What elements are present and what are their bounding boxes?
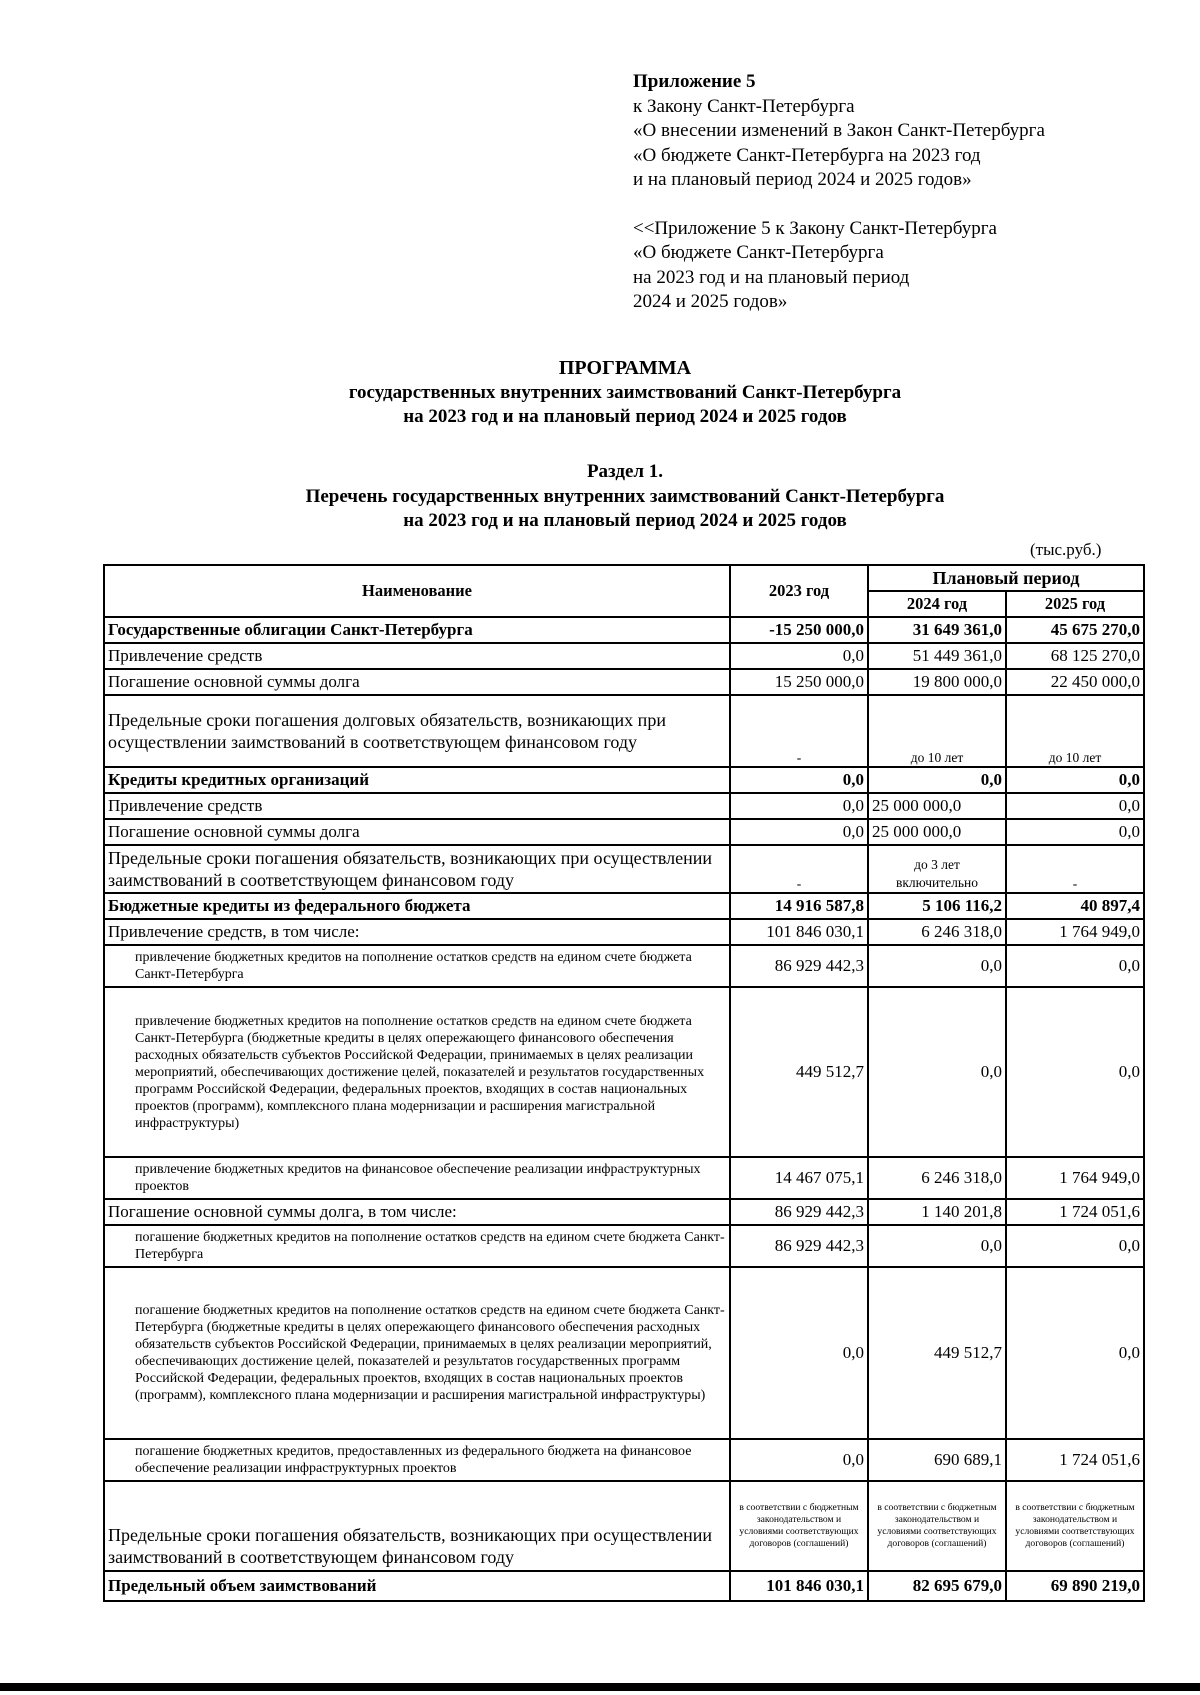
- table-row: [104, 1571, 1144, 1601]
- value-2025: до 10 лет: [1006, 695, 1144, 767]
- appendix-ref-line: на 2023 год и на плановый период: [633, 266, 910, 288]
- section-subtitle: Перечень государственных внутренних заимствований Санкт-Петербурга: [305, 485, 945, 507]
- value-2025: 0,0: [1006, 1267, 1144, 1439]
- table-row: [104, 1225, 1144, 1267]
- value-2023: 14 916 587,8: [730, 893, 868, 919]
- value-2023: 86 929 442,3: [730, 1199, 868, 1225]
- header-name: Наименование: [104, 565, 730, 617]
- row-name: Погашение основной суммы долга: [104, 819, 730, 845]
- row-name: Предельные сроки погашения долговых обязательств, возникающих при осуществлении заимствований в соответствующем финансовом году: [104, 695, 730, 767]
- header-planned: Плановый период: [868, 565, 1144, 591]
- value-2023: в соответствии с бюджетным законодательством и условиями соответствующих договоров (соглашений): [730, 1481, 868, 1571]
- value-2024: 1 140 201,8: [868, 1199, 1006, 1225]
- value-2025: 0,0: [1006, 819, 1144, 845]
- value-2025: 1 724 051,6: [1006, 1199, 1144, 1225]
- row-name: погашение бюджетных кредитов на пополнение остатков средств на едином счете бюджета Санкт-Петербурга (бюджетные кредиты в целях опережающего финансового обеспечения расходных обязательств субъектов Российской Федерации, принимаемых в целях реализации мероприятий, обеспечивающих достижение целей, показателей и результатов государственных программ Российской Федерации, федеральных проектов, входящих в состав национальных проектов (программ), комплексного плана модернизации и расширения магистральной инфраструктуры): [104, 1267, 730, 1439]
- value-2023: 101 846 030,1: [730, 919, 868, 945]
- header-2024: 2024 год: [868, 591, 1006, 617]
- value-2025: 68 125 270,0: [1006, 643, 1144, 669]
- table-row: [104, 643, 1144, 669]
- row-name: Привлечение средств, в том числе:: [104, 919, 730, 945]
- value-2025: 0,0: [1006, 987, 1144, 1157]
- section-subtitle: на 2023 год и на плановый период 2024 и 2025 годов: [403, 510, 847, 531]
- table-row: [104, 1439, 1144, 1481]
- appendix-ref-line: 2024 и 2025 годов»: [633, 291, 788, 312]
- appendix-line: и на плановый период 2024 и 2025 годов»: [633, 169, 972, 190]
- table-row: [104, 793, 1144, 819]
- value-2024: 5 106 116,2: [868, 893, 1006, 919]
- value-2023: 101 846 030,1: [730, 1571, 868, 1601]
- value-2023: 86 929 442,3: [730, 1225, 868, 1267]
- value-2023: 0,0: [730, 1439, 868, 1481]
- table-row: [104, 1267, 1144, 1439]
- row-name: погашение бюджетных кредитов, предоставленных из федерального бюджета на финансовое обеспечение реализации инфраструктурных проектов: [104, 1439, 730, 1481]
- value-2023: -: [730, 845, 868, 893]
- borrowing-table: [103, 564, 1145, 1602]
- units-label: (тыс.руб.): [1030, 540, 1102, 559]
- value-2025: в соответствии с бюджетным законодательством и условиями соответствующих договоров (соглашений): [1006, 1481, 1144, 1571]
- value-2023: 86 929 442,3: [730, 945, 868, 987]
- row-name: привлечение бюджетных кредитов на пополнение остатков средств на едином счете бюджета Санкт-Петербурга: [104, 945, 730, 987]
- value-2023: -15 250 000,0: [730, 617, 868, 643]
- value-2024: 31 649 361,0: [868, 617, 1006, 643]
- header-2025: 2025 год: [1006, 591, 1144, 617]
- value-2023: 15 250 000,0: [730, 669, 868, 695]
- table-row: [104, 767, 1144, 793]
- value-2024: до 3 лет включительно: [868, 845, 1006, 893]
- row-name: Предельные сроки погашения обязательств, возникающих при осуществлении заимствований в соответствующем финансовом году: [104, 1481, 730, 1571]
- row-name: Привлечение средств: [104, 793, 730, 819]
- value-2025: 1 764 949,0: [1006, 919, 1144, 945]
- value-2025: 69 890 219,0: [1006, 1571, 1144, 1601]
- table-row: [104, 819, 1144, 845]
- row-name: Предельный объем заимствований: [104, 1571, 730, 1601]
- row-name: Государственные облигации Санкт-Петербурга: [104, 617, 730, 643]
- row-name: привлечение бюджетных кредитов на финансовое обеспечение реализации инфраструктурных проектов: [104, 1157, 730, 1199]
- value-2025: 1 724 051,6: [1006, 1439, 1144, 1481]
- header-2023: 2023 год: [730, 565, 868, 617]
- table-row: [104, 987, 1144, 1157]
- table-row: [104, 1199, 1144, 1225]
- value-2023: -: [730, 695, 868, 767]
- table-row: [104, 669, 1144, 695]
- table-row: [104, 919, 1144, 945]
- program-subtitle: на 2023 год и на плановый период 2024 и 2025 годов: [403, 406, 847, 427]
- program-subtitle: государственных внутренних заимствований Санкт-Петербурга: [348, 381, 902, 403]
- appendix-line: «О внесении изменений в Закон Санкт-Петербурга: [633, 120, 1045, 141]
- appendix-line: «О бюджете Санкт-Петербурга на 2023 год: [633, 144, 981, 166]
- value-2025: 0,0: [1006, 793, 1144, 819]
- row-name: погашение бюджетных кредитов на пополнение остатков средств на едином счете бюджета Санкт-Петербурга: [104, 1225, 730, 1267]
- table-row: [104, 1481, 1144, 1571]
- appendix-header: [633, 70, 1173, 315]
- table-row: [104, 893, 1144, 919]
- section-heading: [0, 460, 1200, 534]
- value-2024: 25 000 000,0: [868, 819, 1006, 845]
- value-2025: 1 764 949,0: [1006, 1157, 1144, 1199]
- row-name: Предельные сроки погашения обязательств, возникающих при осуществлении заимствований в соответствующем финансовом году: [104, 845, 730, 893]
- value-2023: 0,0: [730, 819, 868, 845]
- row-name: Кредиты кредитных организаций: [104, 767, 730, 793]
- value-2024: 0,0: [868, 945, 1006, 987]
- value-2025: -: [1006, 845, 1144, 893]
- value-2024: 51 449 361,0: [868, 643, 1006, 669]
- value-2024: 690 689,1: [868, 1439, 1006, 1481]
- value-2024: до 10 лет: [868, 695, 1006, 767]
- program-heading: [0, 356, 1200, 430]
- value-2025: 45 675 270,0: [1006, 617, 1144, 643]
- table-row: [104, 695, 1144, 767]
- value-2024: 25 000 000,0: [868, 793, 1006, 819]
- value-2024: 6 246 318,0: [868, 919, 1006, 945]
- value-2025: 40 897,4: [1006, 893, 1144, 919]
- value-2023: 14 467 075,1: [730, 1157, 868, 1199]
- table-row: [104, 945, 1144, 987]
- appendix-ref-line: <<Приложение 5 к Закону Санкт-Петербурга: [633, 217, 997, 239]
- row-name: Погашение основной суммы долга: [104, 669, 730, 695]
- table-row: [104, 1157, 1144, 1199]
- value-2023: 0,0: [730, 1267, 868, 1439]
- value-2024: 0,0: [868, 987, 1006, 1157]
- value-2023: 0,0: [730, 767, 868, 793]
- row-name: Бюджетные кредиты из федерального бюджета: [104, 893, 730, 919]
- value-2024: в соответствии с бюджетным законодательством и условиями соответствующих договоров (соглашений): [868, 1481, 1006, 1571]
- table-row: [104, 845, 1144, 893]
- value-2024: 82 695 679,0: [868, 1571, 1006, 1601]
- row-name: Привлечение средств: [104, 643, 730, 669]
- value-2024: 449 512,7: [868, 1267, 1006, 1439]
- row-name: Погашение основной суммы долга, в том числе:: [104, 1199, 730, 1225]
- appendix-line: к Закону Санкт-Петербурга: [633, 95, 855, 117]
- value-2024: 6 246 318,0: [868, 1157, 1006, 1199]
- value-2023: 0,0: [730, 793, 868, 819]
- scan-bottom-edge: [0, 1683, 1200, 1691]
- value-2023: 449 512,7: [730, 987, 868, 1157]
- value-2025: 0,0: [1006, 1225, 1144, 1267]
- value-2025: 22 450 000,0: [1006, 669, 1144, 695]
- value-2023: 0,0: [730, 643, 868, 669]
- appendix-ref-line: «О бюджете Санкт-Петербурга: [633, 242, 884, 263]
- program-title: ПРОГРАММА: [558, 357, 692, 379]
- table-row: [104, 617, 1144, 643]
- value-2024: 0,0: [868, 1225, 1006, 1267]
- section-title: Раздел 1.: [586, 461, 664, 482]
- value-2024: 0,0: [868, 767, 1006, 793]
- value-2025: 0,0: [1006, 945, 1144, 987]
- value-2024: 19 800 000,0: [868, 669, 1006, 695]
- value-2025: 0,0: [1006, 767, 1144, 793]
- appendix-title: Приложение 5: [633, 71, 756, 92]
- row-name: привлечение бюджетных кредитов на пополнение остатков средств на едином счете бюджета Санкт-Петербурга (бюджетные кредиты в целях опережающего финансового обеспечения расходных обязательств субъектов Российской Федерации, принимаемых в целях реализации мероприятий, обеспечивающих достижение целей, показателей и результатов государственных программ Российской Федерации, федеральных проектов, входящих в состав национальных проектов (программ), комплексного плана модернизации и расширения магистральной инфраструктуры): [104, 987, 730, 1157]
